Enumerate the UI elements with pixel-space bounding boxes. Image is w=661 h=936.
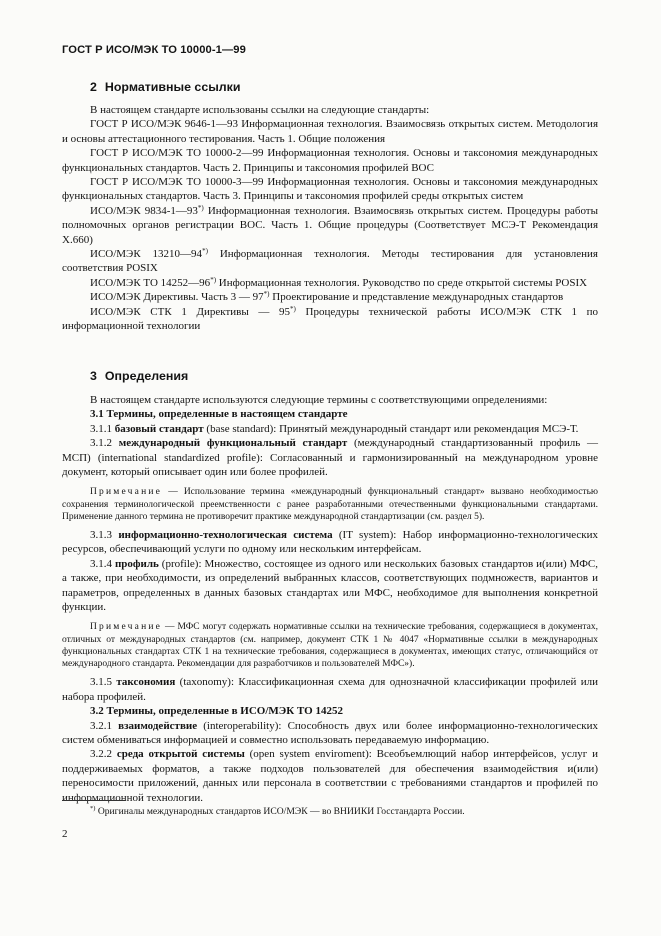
footnote-mark: *)	[202, 247, 208, 256]
term-number: 3.1.1	[90, 422, 112, 435]
section-title: Определения	[104, 369, 189, 383]
term-number: 3.1.3	[90, 529, 112, 542]
reference-item: ГОСТ Р ИСО/МЭК 9646-1—93 Информационная технология. Взаимосвязь открытых систем. Методология и основы аттестационного тестирования. Часть 1. Общие положения	[62, 118, 598, 145]
definition-text: (taxonomy): Классификационная схема для однозначной классификации профилей или набора профилей.	[62, 676, 598, 703]
reference-title: Информационная технология. Руководство по среде открытой системы POSIX	[218, 276, 588, 289]
reference-title: Проектирование и представление международных стандартов	[272, 291, 564, 304]
term-definition	[62, 436, 598, 479]
note-text: — МФС могут содержать нормативные ссылки на технические требования, содержащиеся в документах, отличных от международных стандартов (см. например, документ СТК 1 № 4047 «Нормативные ссылки в международных функциональных стандартах СТК 1 на технические требования, содержащиеся в документах, имеющих статус, отличающийся от международного стандарта. Рекомендации для разработчиков и пользователей МФС»).	[62, 622, 598, 670]
reference-item: ГОСТ Р ИСО/МЭК ТО 10000-3—99 Информационная технология. Основы и таксономия международных функциональных стандартов. Часть 3. Принципы и таксономия профилей среды открытых систем	[62, 176, 598, 203]
section-number: 3	[90, 369, 97, 383]
definition-text: (profile): Множество, состоящее из одного или нескольких базовых стандартов и(или) МФС, а также, при необходимости, из определений выбранных классов, соответствующих подмножеств, вариантов и параметров, определенных в данных базовых стандартах или МФС, необходимое для выполнения конкретной функции.	[62, 557, 598, 614]
reference-item	[62, 290, 598, 304]
definition-text: (IT system): Набор информационно-технологических ресурсов, обеспечивающий услуги по одному или нескольким интерфейсам.	[62, 529, 599, 556]
term-definition	[62, 557, 598, 615]
footnote-mark: *)	[263, 290, 270, 299]
reference-item: ГОСТ Р ИСО/МЭК ТО 10000-2—99 Информационная технология. Основы и таксономия международных функциональных стандартов. Часть 2. Принципы и таксономия профилей ВОС	[62, 147, 598, 174]
definition-text: (interoperability): Способность двух или более информационно-технологических систем обмениваться информацией и совместно использовать передаваемую информацию.	[62, 719, 599, 746]
term-definition	[62, 528, 598, 557]
reference-item	[62, 276, 598, 290]
reference-code: ИСО/МЭК 9834-1—93	[90, 204, 198, 217]
reference-code: ИСО/МЭК Директивы. Часть 3 — 97	[90, 291, 264, 304]
footnote	[90, 806, 465, 817]
page-number: 2	[62, 828, 68, 840]
subsection-heading: 3.2 Термины, определенные в ИСО/МЭК ТО 14252	[90, 705, 343, 718]
section-3-body	[62, 393, 598, 805]
section-2-body	[62, 103, 598, 334]
definition-text: (base standard): Принятый международный стандарт или рекомендация МСЭ-Т.	[203, 422, 579, 435]
term-number: 3.1.5	[90, 676, 112, 689]
term: таксономия	[116, 676, 176, 689]
reference-item	[62, 247, 598, 276]
note	[62, 486, 598, 523]
reference-code: ИСО/МЭК СТК 1 Директивы — 95	[90, 305, 291, 318]
paragraph: В настоящем стандарте использованы ссылки на следующие стандарты:	[90, 104, 430, 116]
reference-item	[62, 204, 598, 247]
term: взаимодействие	[118, 719, 198, 732]
footnote-text: Оригиналы международных стандартов ИСО/МЭК — во ВНИИКИ Госстандарта России.	[95, 806, 465, 817]
note-label: Примечание	[90, 622, 163, 633]
definition-text: (международный стандартизованный профиль — МСП) (international standardized profile): Согласованный и гармонизированный на международном уровне документ, который описывает один или более профилей.	[62, 437, 598, 479]
footnote-mark: *)	[90, 805, 96, 812]
term: международный функциональный стандарт	[118, 437, 348, 450]
section-2-heading	[90, 80, 240, 94]
term-definition	[62, 719, 598, 748]
footnote-mark: *)	[197, 203, 204, 212]
subsection-heading: 3.1 Термины, определенные в настоящем стандарте	[90, 408, 348, 421]
term: профиль	[114, 557, 159, 570]
term-number: 3.1.4	[90, 557, 112, 570]
footnote-mark: *)	[290, 304, 296, 313]
term-number: 3.1.2	[90, 437, 112, 450]
footnote-mark: *)	[210, 275, 217, 284]
footnote-divider	[62, 800, 126, 801]
term-definition	[62, 747, 598, 805]
reference-item	[62, 305, 598, 334]
reference-code: ИСО/МЭК 13210—94	[90, 248, 203, 261]
paragraph: В настоящем стандарте используются следующие термины с соответствующими определениями:	[90, 394, 548, 406]
reference-code: ИСО/МЭК ТО 14252—96	[90, 276, 211, 289]
reference-title: Информационная технология. Взаимосвязь открытых систем. Процедуры работы полномочных органов регистрации ВОС. Часть 1. Общие процедуры (Соответствует МСЭ-Т Рекомендация X.660)	[62, 204, 599, 246]
term: среда открытой системы	[116, 748, 245, 761]
reference-title: Информационная технология. Методы тестирования для установления соответствия POSIX	[62, 248, 598, 275]
term: базовый стандарт	[114, 422, 204, 435]
running-header: ГОСТ Р ИСО/МЭК ТО 10000-1—99	[62, 44, 246, 56]
section-number: 2	[90, 80, 97, 94]
term-number: 3.2.1	[90, 719, 112, 732]
note	[62, 621, 598, 670]
note-text: — Использование термина «международный функциональный стандарт» вызвано необходимостью сохранения терминологической преемственности с ранее разработанными отечественными функциональными стандартами. Применение данного термина не противоречит практике международной стандартизации (см. раздел 5).	[62, 487, 598, 522]
term-number: 3.2.2	[90, 748, 112, 761]
term-definition	[62, 422, 598, 436]
term-definition	[62, 675, 598, 704]
reference-title: Процедуры технической работы ИСО/МЭК СТК 1 по информационной технологии	[62, 305, 599, 333]
section-title: Нормативные ссылки	[104, 80, 241, 94]
term: информационно-технологическая система	[118, 529, 333, 542]
note-label: Примечание	[90, 487, 163, 498]
section-3-heading	[90, 369, 188, 383]
definition-text: (open system enviroment): Всеобъемлющий набор интерфейсов, услуг и поддерживаемых форматов, а также подходов пользователей для обеспечения взаимодействия и(или) переносимости приложений, данных или персонала в соответствии с требованиями стандартов и профилей по информационной технологии.	[62, 748, 599, 804]
